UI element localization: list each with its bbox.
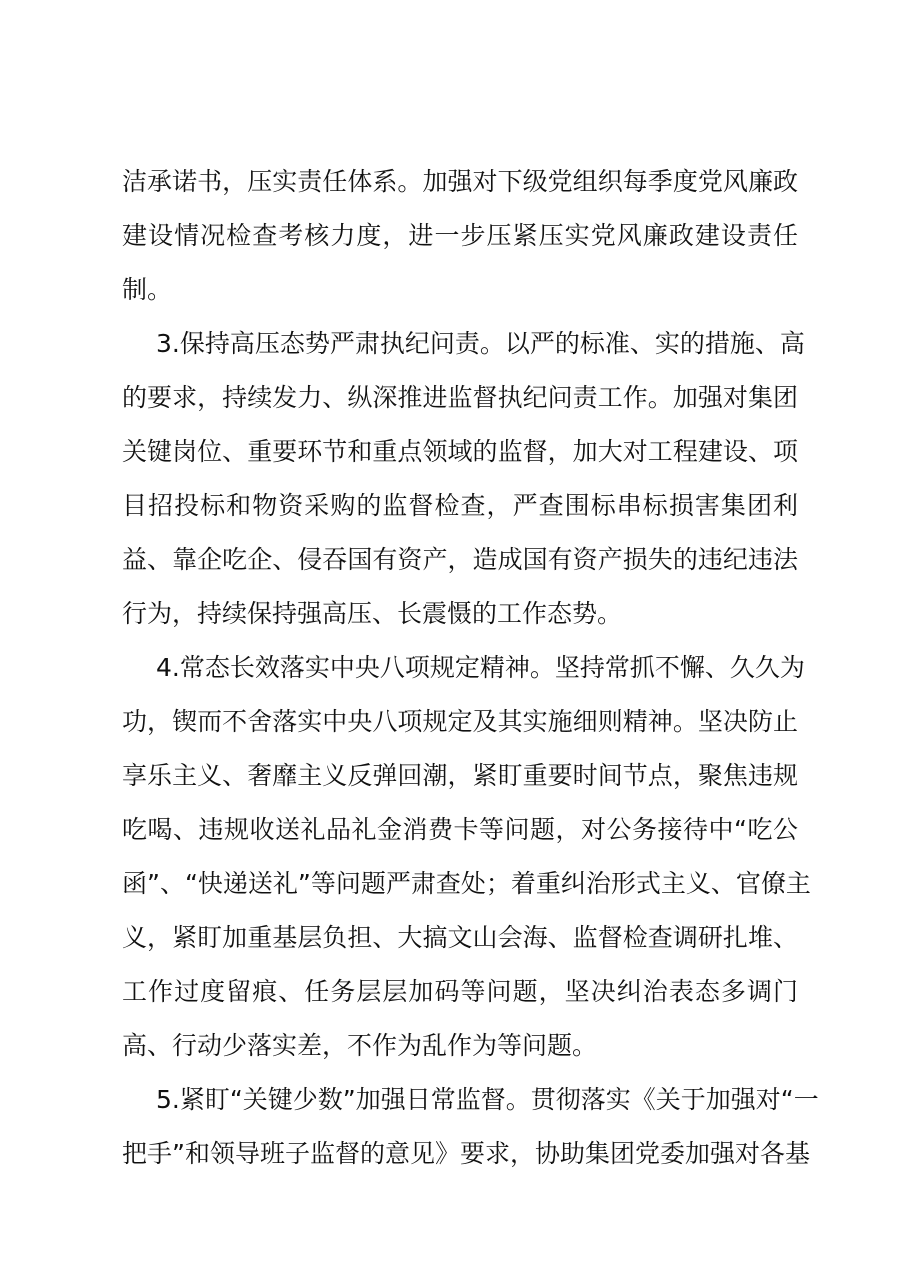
text-line: 益、靠企吃企、侵吞国有资产，造成国有资产损失的违纪违法 xyxy=(122,545,798,574)
paragraph-item-4 xyxy=(122,648,811,1080)
text-line: 高、行动少落实差，不作为乱作为等问题。 xyxy=(122,1031,598,1060)
text-line: 功，锲而不舍落实中央八项规定及其实施细则精神。坚决防止 xyxy=(122,707,798,736)
text-line: 3.保持高压态势严肃执纪问责。以严的标准、实的措施、高 xyxy=(156,329,805,358)
text-line: 把手”和领导班子监督的意见》要求，协助集团党委加强对各基 xyxy=(122,1139,810,1168)
paragraph-item-5 xyxy=(122,1080,819,1188)
text-line: 义，紧盯加重基层负担、大搞文山会海、监督检查调研扎堆、 xyxy=(122,923,798,952)
text-line: 享乐主义、奢靡主义反弹回潮，紧盯重要时间节点，聚焦违规 xyxy=(122,761,798,790)
text-line: 4.常态长效落实中央八项规定精神。坚持常抓不懈、久久为 xyxy=(156,653,805,682)
text-line: 洁承诺书，压实责任体系。加强对下级党组织每季度党风廉政 xyxy=(122,167,798,196)
document-page xyxy=(122,162,819,1188)
text-line: 的要求，持续发力、纵深推进监督执纪问责工作。加强对集团 xyxy=(122,383,798,412)
text-line: 吃喝、违规收送礼品礼金消费卡等问题，对公务接待中“吃公 xyxy=(122,815,798,844)
text-line: 函”、“快递送礼”等问题严肃查处；着重纠治形式主义、官僚主 xyxy=(122,869,811,898)
paragraph-item-3 xyxy=(122,324,805,648)
text-line: 目招投标和物资采购的监督检查，严查围标串标损害集团利 xyxy=(122,491,798,520)
paragraph-continuation xyxy=(122,162,798,324)
text-line: 5.紧盯“关键少数”加强日常监督。贯彻落实《关于加强对“一 xyxy=(156,1085,819,1114)
text-line: 制。 xyxy=(122,275,173,304)
text-line: 关键岗位、重要环节和重点领域的监督，加大对工程建设、项 xyxy=(122,437,798,466)
text-line: 建设情况检查考核力度，进一步压紧压实党风廉政建设责任 xyxy=(122,221,798,250)
text-line: 行为，持续保持强高压、长震慑的工作态势。 xyxy=(122,599,623,628)
text-line: 工作过度留痕、任务层层加码等问题，坚决纠治表态多调门 xyxy=(122,977,798,1006)
